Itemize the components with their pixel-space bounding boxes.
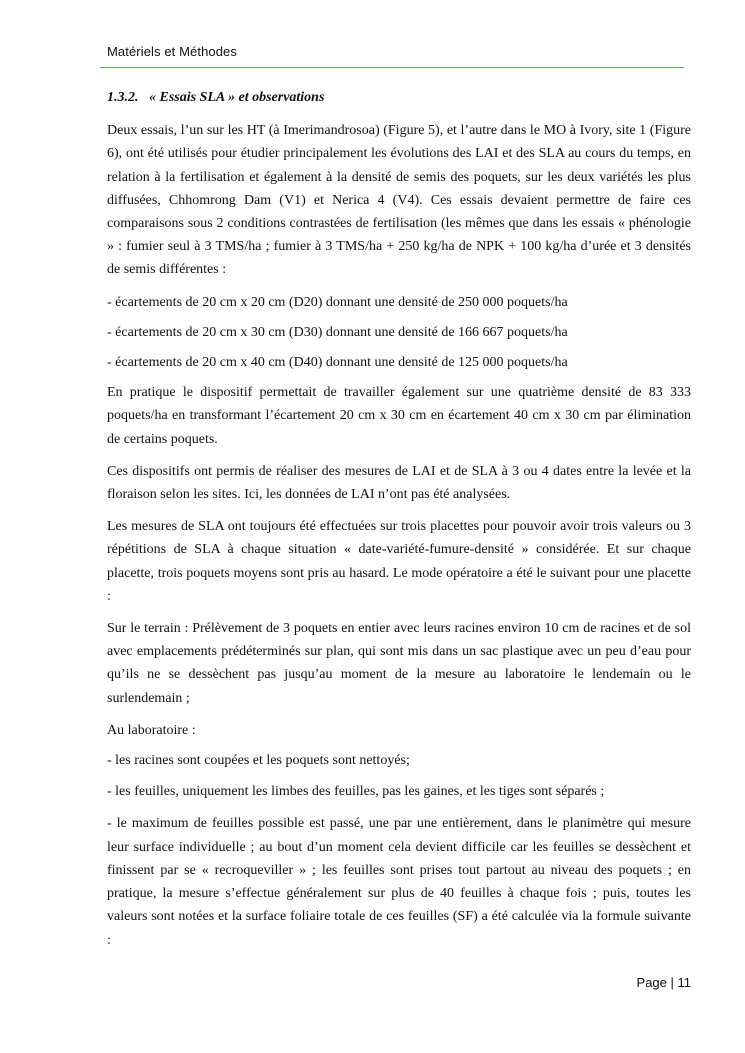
paragraph-lab-heading: Au laboratoire : — [107, 722, 196, 738]
list-item-d30: - écartements de 20 cm x 30 cm (D30) donnant une densité de 166 667 poquets/ha — [107, 324, 568, 340]
paragraph-intro: Deux essais, l’un sur les HT (à Imerimandrosoa) (Figure 5), et l’autre dans le MO à Ivory, site 1 (Figure 6), ont été utilisés pour étudier principalement les évolutions des LAI et des SLA au cours du temps, en relation à la fertilisation et également à la densité de semis des poquets, sur les deux variétés les plus diffusées, Chhomrong Dam (V1) et Nerica 4 (V4). Ces essais devaient permettre de faire ces comparaisons sous 2 conditions contrastées de fertilisation (les mêmes que dans les essais « phénologie » : fumier seul à 3 TMS/ha ; fumier à 3 TMS/ha + 250 kg/ha de NPK + 100 kg/ha d’urée et 3 densités de semis différentes : — [107, 123, 691, 278]
header-divider — [100, 67, 684, 68]
running-header: Matériels et Méthodes — [107, 44, 237, 59]
paragraph-measures: Ces dispositifs ont permis de réaliser des mesures de LAI et de SLA à 3 ou 4 dates entre la levée et la floraison selon les sites. Ici, les données de LAI n’ont pas été analysées. — [107, 463, 691, 503]
paragraph-sla-protocol: Les mesures de SLA ont toujours été effectuées sur trois placettes pour pouvoir avoir trois valeurs ou 3 répétitions de SLA à chaque situation « date-variété-fumure-densité » considérée. Et sur chaque placette, trois poquets moyens sont pris au hasard. Le mode opératoire a été le suivant pour une placette : — [107, 519, 691, 604]
list-item-d40: - écartements de 20 cm x 40 cm (D40) donnant une densité de 125 000 poquets/ha — [107, 355, 568, 371]
list-item-leaves: - les feuilles, uniquement les limbes des feuilles, pas les gaines, et les tiges sont séparés ; — [107, 784, 605, 800]
section-title-text: « Essais SLA » et observations — [149, 90, 325, 105]
page-body — [107, 86, 691, 961]
paragraph-fourth-density: En pratique le dispositif permettait de travailler également sur une quatrième densité de 83 333 poquets/ha en transformant l’écartement 20 cm x 30 cm en écartement 40 cm x 30 cm par élimination de certains poquets. — [107, 385, 691, 447]
section-number: 1.3.2. — [107, 90, 139, 105]
list-item-roots: - les racines sont coupées et les poquets sont nettoyés; — [107, 753, 410, 769]
list-item-planimeter: - le maximum de feuilles possible est passé, une par une entièrement, dans le planimètre qui mesure leur surface individuelle ; au bout d’un moment cela devient difficile car les feuilles se dessèchent et finissent par se « recroqueviller » ; les feuilles sont prises tout partout au niveau des poquets ; en pratique, la mesure s’effectue généralement sur plus de 40 feuilles à chaque fois ; puis, toutes les valeurs sont notées et la surface foliaire totale de ces feuilles (SF) a été calculée via la formule suivante : — [107, 816, 691, 948]
paragraph-field: Sur le terrain : Prélèvement de 3 poquets en entier avec leurs racines environ 10 cm de racines et de sol avec emplacements prédéterminés sur plan, qui sont mis dans un sac plastique avec un peu d’eau pour qu’ils ne se dessèchent pas jusqu’au moment de la mesure au laboratoire le lendemain ou le surlendemain ; — [107, 621, 691, 706]
page-number: Page | 11 — [636, 975, 691, 990]
section-heading — [107, 86, 691, 109]
list-item-d20: - écartements de 20 cm x 20 cm (D20) donnant une densité de 250 000 poquets/ha — [107, 294, 568, 310]
